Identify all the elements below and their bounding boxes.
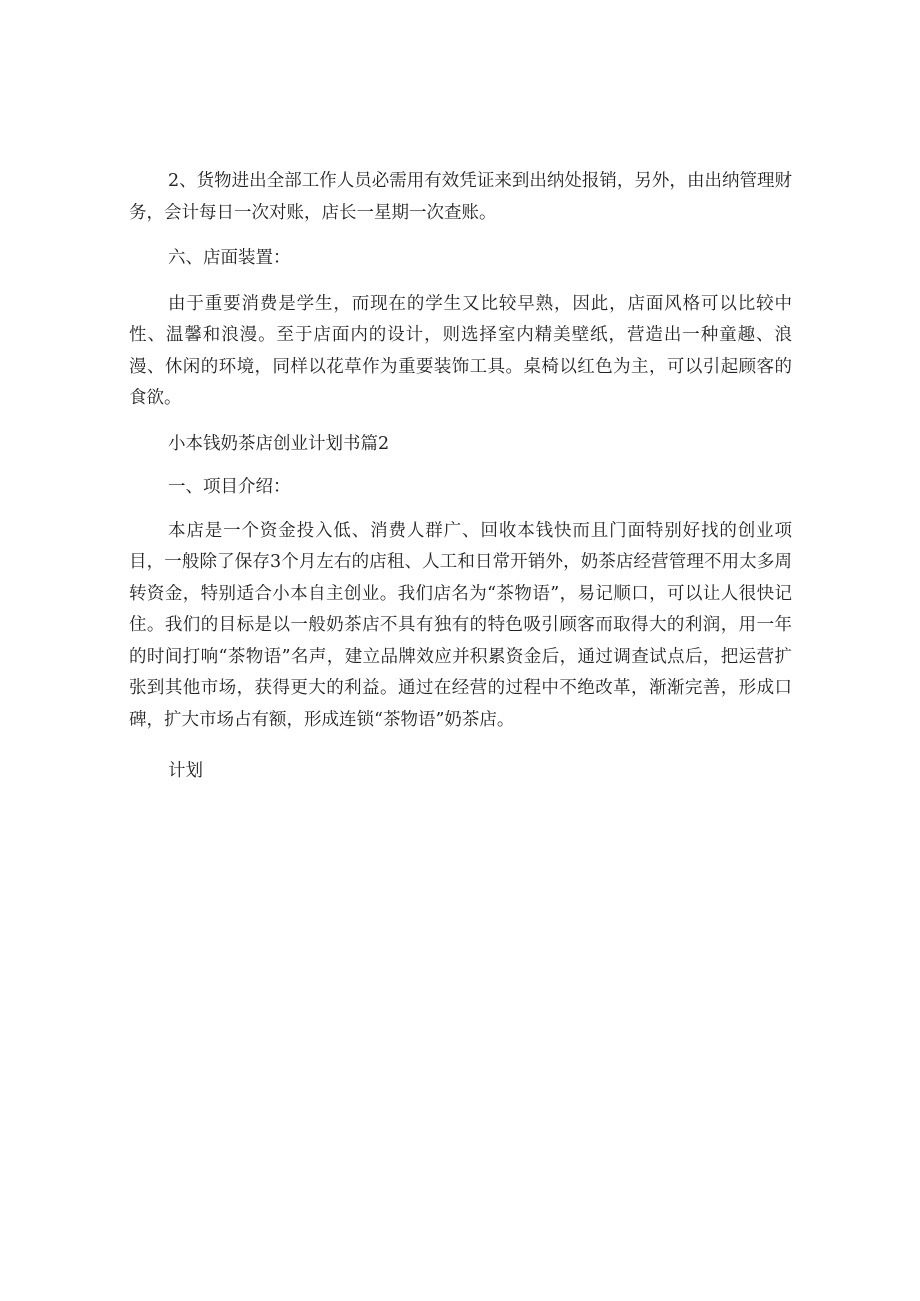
document-body <box>129 166 792 788</box>
section-heading: 计划 <box>168 761 203 781</box>
heading-plan-title <box>129 429 792 461</box>
paragraph-project-description <box>129 516 792 737</box>
section-heading: 六、店面装置： <box>168 248 291 268</box>
heading-store-decoration <box>129 243 792 275</box>
paragraph-reimbursement <box>129 166 792 229</box>
paragraph-text: 本店是一个资金投入低、消费人群广、回收本钱快而且门面特别好找的创业项目，一般除了保存3个月左右的店租、人工和日常开销外，奶茶店经营管理不用太多周转资金，特别适合小本自主创业。我们店名为“茶物语”，易记顺口，可以让人很快记住。我们的目标是以一般奶茶店不具有独有的特色吸引顾客而取得大的利润，用一年的时间打响“茶物语”名声，建立品牌效应并积累资金后，通过调查试点后，把运营扩张到其他市场，获得更大的利益。通过在经营的过程中不绝改革，渐渐完善，形成口碑，扩大市场占有额，形成连锁“茶物语”奶茶店。 <box>129 520 792 730</box>
section-heading: 一、项目介绍： <box>168 477 291 497</box>
heading-project-intro <box>129 472 792 504</box>
article-title: 小本钱奶茶店创业计划书篇2 <box>168 433 390 454</box>
paragraph-store-style <box>129 289 792 415</box>
paragraph-text: 2、货物进出全部工作人员必需用有效凭证来到出纳处报销，另外，由出纳管理财务，会计每日一次对账，店长一星期一次查账。 <box>129 171 792 223</box>
paragraph-text: 由于重要消费是学生，而现在的学生又比较早熟，因此，店面风格可以比较中性、温馨和浪漫。至于店面内的设计，则选择室内精美壁纸，营造出一种童趣、浪漫、休闲的环境，同样以花草作为重要装饰工具。桌椅以红色为主，可以引起顾客的食欲。 <box>129 293 792 408</box>
heading-plan <box>129 756 792 788</box>
